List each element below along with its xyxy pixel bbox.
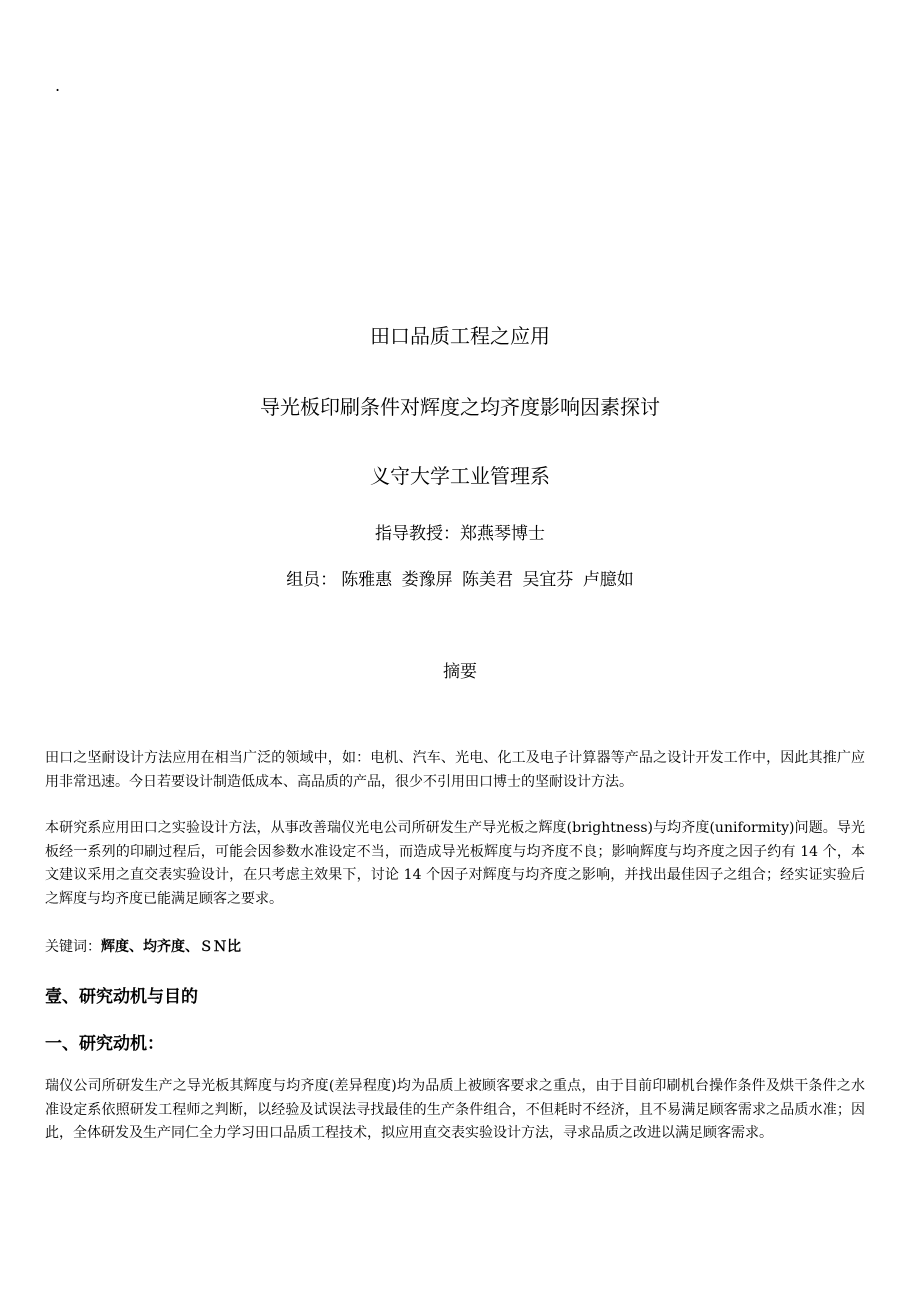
keywords-label: 关键词： bbox=[45, 939, 101, 955]
members-line bbox=[0, 565, 920, 590]
member-name: 陈美君 bbox=[462, 570, 513, 590]
member-name: 陈雅惠 bbox=[341, 570, 393, 590]
motivation-paragraph: 瑞仪公司所研发生产之导光板其辉度与均齐度(差异程度)均为品质上被顾客要求之重点，由于目前印刷机台操作条件及烘干条件之水准设定系依照研发工程师之判断，以经验及试误法寻找最佳的生产条件组合，不但耗时不经济，且不易满足顾客需求之品质水准；因此，全体研发及生产同仁全力学习田口品质工程技术，拟应用直交表实验设计方法，寻求品质之改进以满足顾客需求。 bbox=[45, 1078, 865, 1141]
member-name: 吴宜芬 bbox=[522, 570, 574, 590]
subsection-heading: 一、研究动机： bbox=[45, 1034, 164, 1054]
member-name: 娄豫屏 bbox=[401, 570, 453, 590]
abstract-paragraph-1: 田口之坚耐设计方法应用在相当广泛的领域中，如：电机、汽车、光电、化工及电子计算器等产品之设计开发工作中，因此其推广应用非常迅速。今日若要设计制造低成本、高品质的产品，很少不引用田口博士的坚耐设计方法。 bbox=[45, 750, 865, 790]
keywords-value: 辉度、均齐度、ＳＮ比 bbox=[101, 939, 241, 955]
abstract-paragraph-2: 本研究系应用田口之实验设计方法，从事改善瑞仪光电公司所研发生产导光板之辉度(brightness)与均齐度(uniformity)问题。导光板经一系列的印刷过程后，可能会因参数水准设定不当，而造成导光板辉度与均齐度不良；影响辉度与均齐度之因子约有 14 个，本文建议采用之直交表实验设计，在只考虑主效果下，讨论 14 个因子对辉度与均齐度之影响，并找出最佳因子之组合；经实证实验后之辉度与均齐度已能满足顾客之要求。 bbox=[45, 820, 865, 907]
members-label: 组员： bbox=[286, 570, 338, 590]
department-name: 义守大学工业管理系 bbox=[370, 464, 550, 488]
section-heading: 壹、研究动机与目的 bbox=[45, 987, 198, 1007]
document-title: 田口品质工程之应用 bbox=[370, 324, 550, 348]
abstract-heading: 摘要 bbox=[443, 662, 477, 682]
advisor-line: 指导教授：郑燕琴博士 bbox=[375, 524, 545, 544]
page-marker: . bbox=[55, 76, 61, 95]
member-name: 卢臆如 bbox=[582, 570, 634, 590]
document-subtitle: 导光板印刷条件对辉度之均齐度影响因素探讨 bbox=[260, 395, 660, 419]
keywords-line bbox=[45, 937, 241, 957]
